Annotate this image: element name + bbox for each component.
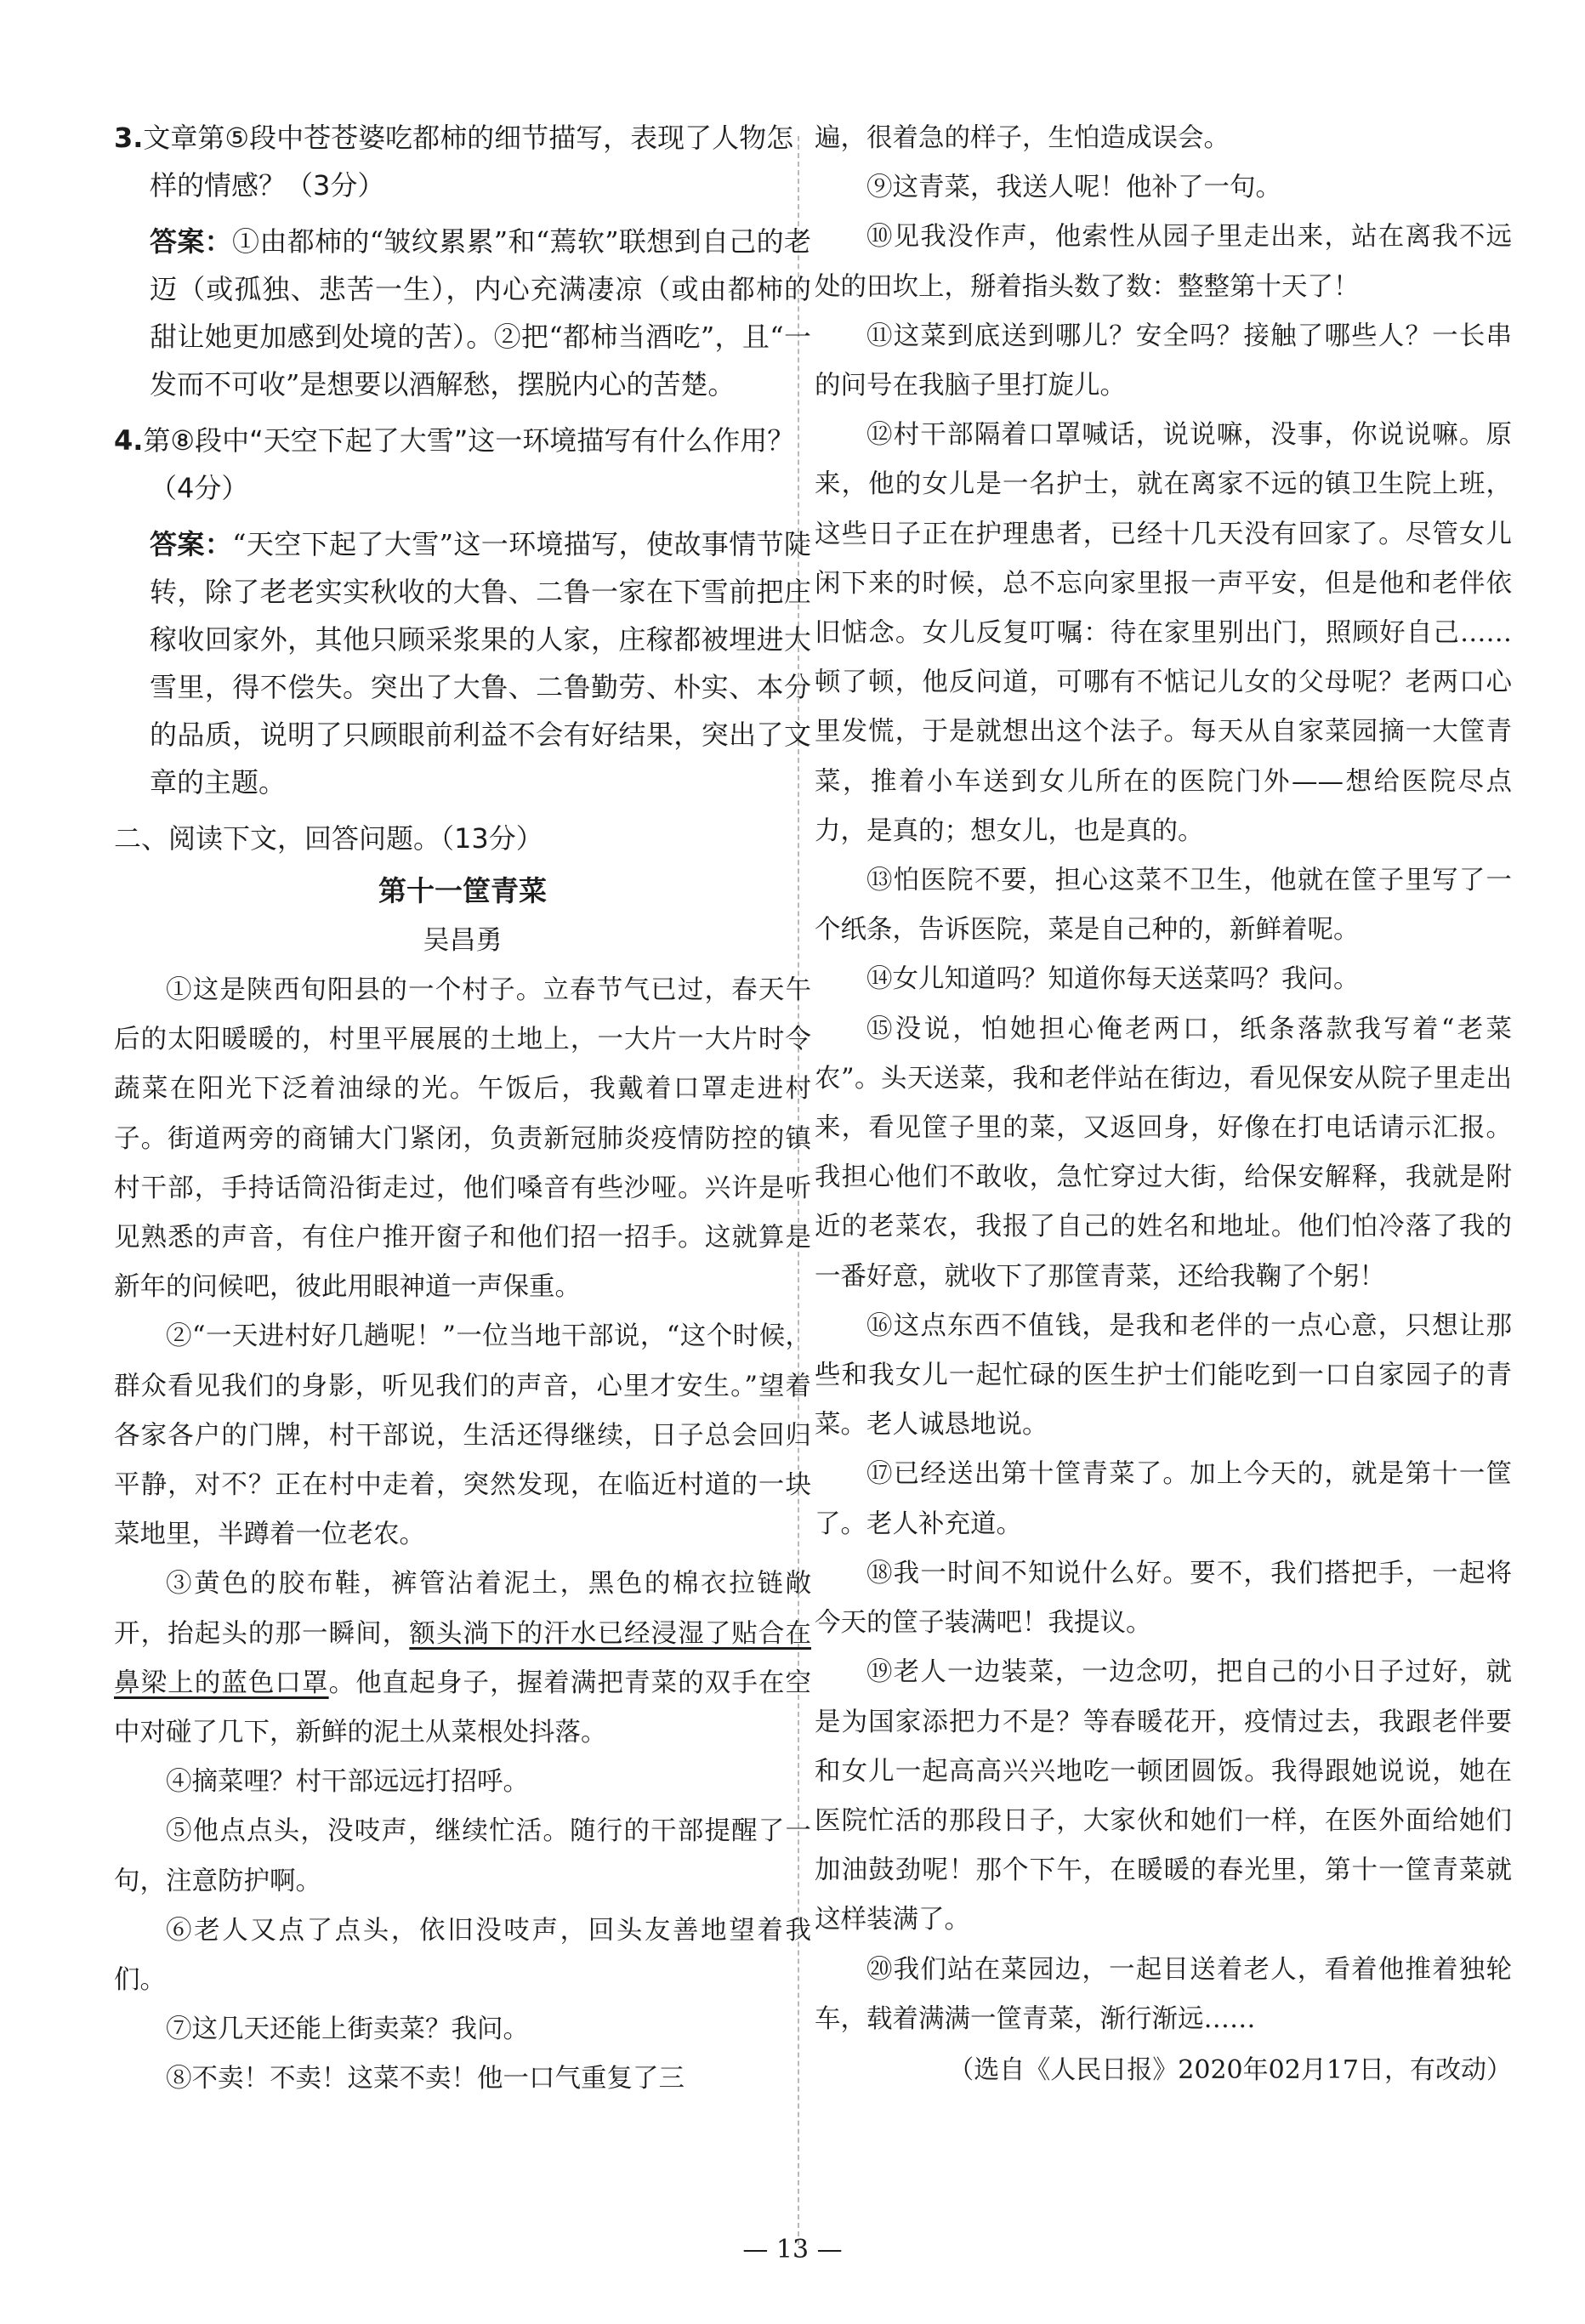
paragraph-8: ⑧不卖！不卖！这菜不卖！他一口气重复了三 xyxy=(166,2064,685,2094)
paragraph-5: ⑤他点点头，没吱声，继续忙活。随行的干部提醒了一句，注意防护啊。 xyxy=(114,1816,811,1896)
question-number: 3. xyxy=(114,122,144,154)
article-title: 第十一筐青菜 xyxy=(378,874,547,907)
answer-label: 答案： xyxy=(150,528,233,560)
answer-text: “天空下起了大雪”这一环境描写，使故事情节陡转，除了老老实实秋收的大鲁、二鲁一家在下雪前把庄稼收回家外，其他只顾采浆果的人家，庄稼都被埋进大雪里，得不偿失。突出了大鲁、二鲁勤劳、朴实、本分的品质，说明了只顾眼前利益不会有好结果，突出了文章的主题。 xyxy=(150,528,811,798)
question-number: 4. xyxy=(114,424,144,457)
paragraph-2: ②“一天进村好几趟呢！”一位当地干部说，“这个时候，群众看见我们的身影，听见我们的声音，心里才安生。”望着各家各户的门牌，村干部说，生活还得继续，日子总会回归平静，对不？正在村中走着，突然发现，在临近村道的一块菜地里，半蹲着一位老农。 xyxy=(114,1321,811,1550)
answer-text: ①由都柿的“皱纹累累”和“蔫软”联想到自己的老迈（或孤独、悲苦一生），内心充满凄凉（或由都柿的甜让她更加感到处境的苦）。②把“都柿当酒吃”，且“一发而不可收”是想要以酒解愁，摆脱内心的苦楚。 xyxy=(150,225,811,401)
left-column xyxy=(114,114,811,2105)
paragraph-6: ⑥老人又点了点头，依旧没吱声，回头友善地望着我们。 xyxy=(114,1915,811,1996)
paragraph-16: ⑯这点东西不值钱，是我和老伴的一点心意，只想让那些和我女儿一起忙碌的医生护士们能吃到一口自家园子的青菜。老人诚恳地说。 xyxy=(815,1310,1512,1440)
paragraph-9: ⑨这青菜，我送人呢！他补了一句。 xyxy=(866,173,1281,203)
paragraph-18: ⑱我一时间不知说什么好。要不，我们搭把手，一起将今天的筐子装满吧！我提议。 xyxy=(815,1558,1512,1639)
question-3 xyxy=(114,114,811,209)
question-text: 文章第⑤段中苍苍婆吃都柿的细节描写，表现了人物怎样的情感？（3分） xyxy=(143,122,794,202)
page-number: — 13 — xyxy=(742,2235,843,2264)
answer-4 xyxy=(150,520,811,806)
paragraph-1: ①这是陕西旬阳县的一个村子。立春节气已过，春天午后的太阳暖暖的，村里平展展的土地上，一大片一大片时令蔬菜在阳光下泛着油绿的光。午饭后，我戴着口罩走进村子。街道两旁的商铺大门紧闭，负责新冠肺炎疫情防控的镇村干部，手持话筒沿街走过，他们嗓音有些沙哑。兴许是听见熟悉的声音，有住户推开窗子和他们招一招手。这就算是新年的问候吧，彼此用眼神道一声保重。 xyxy=(114,975,811,1303)
right-column xyxy=(815,114,1512,2095)
answer-label: 答案： xyxy=(150,225,233,258)
paragraph-14: ⑭女儿知道吗？知道你每天送菜吗？我问。 xyxy=(866,964,1360,995)
answer-3 xyxy=(150,218,811,408)
paragraph-3: ③黄色的胶布鞋，裤管沾着泥土，黑色的棉衣拉链敞开，抬起头的那一瞬间，额头淌下的汗水已经浸湿了贴合在鼻梁上的蓝色口罩。他直起身子，握着满把青菜的双手在空中对碰了几下，新鲜的泥土从菜根处抖落。 xyxy=(114,1569,812,1748)
question-4 xyxy=(114,417,811,512)
paragraph-11: ⑪这菜到底送到哪儿？安全吗？接触了哪些人？一长串的问号在我脑子里打旋儿。 xyxy=(815,321,1512,401)
paragraph-13: ⑬怕医院不要，担心这菜不卫生，他就在筐子里写了一个纸条，告诉医院，菜是自己种的，新鲜着呢。 xyxy=(815,866,1512,946)
paragraph-4: ④摘菜哩？村干部远远打招呼。 xyxy=(166,1767,529,1798)
question-text: 第⑧段中“天空下起了大雪”这一环境描写有什么作用？（4分） xyxy=(143,424,795,504)
article-author: 吴昌勇 xyxy=(423,925,503,956)
section-heading: 二、阅读下文，回答问题。（13分） xyxy=(114,822,543,855)
paragraph-10: ⑩见我没作声，他索性从园子里走出来，站在离我不远处的田坎上，掰着指头数了数：整整第十天了！ xyxy=(815,222,1512,302)
paragraph-12: ⑫村干部隔着口罩喊话，说说嘛，没事，你说说嘛。原来，他的女儿是一名护士，就在离家不远的镇卫生院上班，这些日子正在护理患者，已经十几天没有回家了。尽管女儿闲下来的时候，总不忘向家里报一声平安，但是他和老伴依旧惦念。女儿反复叮嘱：待在家里别出门，照顾好自己……顿了顿，他反问道，可哪有不惦记儿女的父母呢？老两口心里发慌，于是就想出这个法子。每天从自家菜园摘一大筐青菜，推着小车送到女儿所在的医院门外——想给医院尽点力，是真的；想女儿，也是真的。 xyxy=(815,420,1512,846)
underlined-sentence: 额头淌下的汗水已经浸湿了贴合在鼻梁上的蓝色口罩 xyxy=(114,1618,812,1698)
paragraph-15: ⑮没说，怕她担心俺老两口，纸条落款我写着“老菜农”。头天送菜，我和老伴站在街边，看见保安从院子里走出来，看见筐子里的菜，又返回身，好像在打电话请示汇报。我担心他们不敢收，急忙穿过大街，给保安解释，我就是附近的老菜农，我报了自己的姓名和地址。他们怕冷落了我的一番好意，就收下了那筐青菜，还给我鞠了个躬！ xyxy=(815,1014,1512,1292)
source-citation: （选自《人民日报》2020年02月17日，有改动） xyxy=(948,2054,1512,2085)
paragraph-7: ⑦这几天还能上街卖菜？我问。 xyxy=(166,2014,529,2045)
paragraph-20: ⑳我们站在菜园边，一起目送着老人，看着他推着独轮车，载着满满一筐青菜，渐行渐远…… xyxy=(815,1954,1512,2034)
paragraph-17: ⑰已经送出第十筐青菜了。加上今天的，就是第十一筐了。老人补充道。 xyxy=(815,1459,1512,1539)
paragraph-8-continued: 遍，很着急的样子，生怕造成误会。 xyxy=(815,123,1230,153)
paragraph-19: ⑲老人一边装菜，一边念叨，把自己的小日子过好，就是为国家添把力不是？等春暖花开，疫情过去，我跟老伴要和女儿一起高高兴兴地吃一顿团圆饭。我得跟她说说，她在医院忙活的那段日子，大家伙和她们一样，在医外面给她们加油鼓劲呢！那个下午，在暖暖的春光里，第十一筐青菜就这样装满了。 xyxy=(815,1657,1512,1935)
